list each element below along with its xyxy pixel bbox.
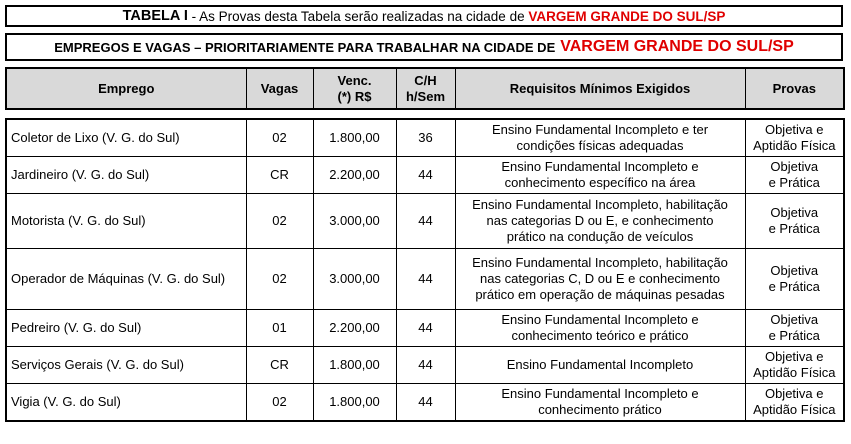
provas-line: e Prática: [768, 279, 820, 294]
cell-venc: 2.200,00: [313, 157, 396, 194]
cell-requisitos: [455, 310, 745, 347]
cell-requisitos: [455, 119, 745, 157]
req-line: condições físicas adequadas: [516, 138, 684, 153]
cell-emprego: Coletor de Lixo (V. G. do Sul): [6, 119, 246, 157]
cell-vagas: 02: [246, 249, 313, 310]
cell-requisitos: [455, 384, 745, 422]
provas-line: e Prática: [768, 328, 820, 343]
cell-emprego: Vigia (V. G. do Sul): [6, 384, 246, 422]
req-line: Ensino Fundamental Incompleto, habilitação: [472, 197, 728, 212]
table-row: [6, 310, 844, 347]
cell-venc: 1.800,00: [313, 384, 396, 422]
cell-provas: [745, 384, 844, 422]
provas-line: Aptidão Física: [753, 138, 836, 153]
header-venc-line1: Venc.: [337, 72, 372, 88]
cell-emprego: Jardineiro (V. G. do Sul): [6, 157, 246, 194]
table-title: [5, 5, 843, 27]
cell-venc: 3.000,00: [313, 249, 396, 310]
cell-ch: 44: [396, 249, 455, 310]
table-title-lead: TABELA I: [122, 8, 188, 24]
table-title-city: VARGEM GRANDE DO SUL/SP: [528, 8, 726, 24]
table-subtitle: [5, 33, 843, 61]
table-title-text: - As Provas desta Tabela serão realizadas na cidade de: [187, 8, 529, 24]
header-ch-line2: h/Sem: [405, 88, 445, 104]
cell-vagas: CR: [246, 347, 313, 384]
header-venc-line2: (*) R$: [337, 88, 372, 104]
cell-ch: 44: [396, 194, 455, 249]
req-line: nas categorias C, D ou E e conhecimento: [480, 271, 720, 286]
cell-ch: 36: [396, 119, 455, 157]
table-row: [6, 249, 844, 310]
cell-emprego: Motorista (V. G. do Sul): [6, 194, 246, 249]
table-subtitle-city: VARGEM GRANDE DO SUL/SP: [560, 38, 794, 55]
provas-line: Objetiva: [770, 159, 819, 174]
provas-line: Aptidão Física: [753, 402, 836, 417]
header-emprego: Emprego: [6, 68, 246, 109]
table-row: [6, 194, 844, 249]
table-row: [6, 119, 844, 157]
cell-vagas: 02: [246, 194, 313, 249]
header-ch-line1: C/H: [414, 72, 437, 88]
provas-line: Objetiva: [770, 205, 819, 220]
req-line: conhecimento específico na área: [504, 175, 696, 190]
cell-venc: 1.800,00: [313, 119, 396, 157]
req-line: conhecimento prático: [538, 402, 662, 417]
cell-emprego: Operador de Máquinas (V. G. do Sul): [6, 249, 246, 310]
req-line: Ensino Fundamental Incompleto, habilitação: [472, 255, 728, 270]
cell-vagas: 02: [246, 384, 313, 422]
cell-ch: 44: [396, 384, 455, 422]
cell-venc: 2.200,00: [313, 310, 396, 347]
req-line: Ensino Fundamental Incompleto e ter: [491, 122, 709, 137]
cell-vagas: 02: [246, 119, 313, 157]
provas-line: Objetiva: [770, 263, 819, 278]
provas-line: Objetiva e: [764, 386, 824, 401]
req-line: Ensino Fundamental Incompleto e: [501, 386, 699, 401]
req-line: Ensino Fundamental Incompleto e: [501, 312, 699, 327]
cell-emprego: Serviços Gerais (V. G. do Sul): [6, 347, 246, 384]
cell-venc: 3.000,00: [313, 194, 396, 249]
cell-requisitos: [455, 157, 745, 194]
provas-line: e Prática: [768, 175, 820, 190]
req-line: Ensino Fundamental Incompleto e: [501, 159, 699, 174]
cell-provas: [745, 347, 844, 384]
cell-requisitos: [455, 347, 745, 384]
header-ch: [396, 68, 455, 109]
table-subtitle-text: EMPREGOS E VAGAS – PRIORITARIAMENTE PARA TRABALHAR NA CIDADE DE: [54, 39, 556, 55]
cell-requisitos: [455, 249, 745, 310]
cell-vagas: 01: [246, 310, 313, 347]
table-row: [6, 347, 844, 384]
header-vagas: Vagas: [246, 68, 313, 109]
header-requisitos: Requisitos Mínimos Exigidos: [455, 68, 745, 109]
table-gap: [6, 109, 844, 119]
cell-venc: 1.800,00: [313, 347, 396, 384]
req-line: prático em operação de máquinas pesadas: [475, 287, 725, 302]
cell-emprego: Pedreiro (V. G. do Sul): [6, 310, 246, 347]
cell-provas: [745, 194, 844, 249]
req-line: Ensino Fundamental Incompleto: [506, 357, 694, 372]
table-row: [6, 384, 844, 422]
provas-line: Aptidão Física: [753, 365, 836, 380]
table-row: [6, 157, 844, 194]
header-provas: Provas: [745, 68, 844, 109]
provas-line: Objetiva: [770, 312, 819, 327]
cell-provas: [745, 249, 844, 310]
jobs-table-header: [6, 68, 844, 109]
req-line: nas categorias D ou E, e conhecimento: [486, 213, 714, 228]
cell-provas: [745, 310, 844, 347]
cell-ch: 44: [396, 310, 455, 347]
cell-requisitos: [455, 194, 745, 249]
jobs-table: [5, 67, 845, 422]
cell-ch: 44: [396, 157, 455, 194]
cell-ch: 44: [396, 347, 455, 384]
provas-line: e Prática: [768, 221, 820, 236]
cell-provas: [745, 157, 844, 194]
jobs-table-body: [6, 119, 844, 421]
cell-vagas: CR: [246, 157, 313, 194]
provas-line: Objetiva e: [764, 122, 824, 137]
req-line: conhecimento teórico e prático: [511, 328, 689, 343]
cell-provas: [745, 119, 844, 157]
req-line: prático na condução de veículos: [506, 229, 694, 244]
header-venc: [313, 68, 396, 109]
provas-line: Objetiva e: [764, 349, 824, 364]
